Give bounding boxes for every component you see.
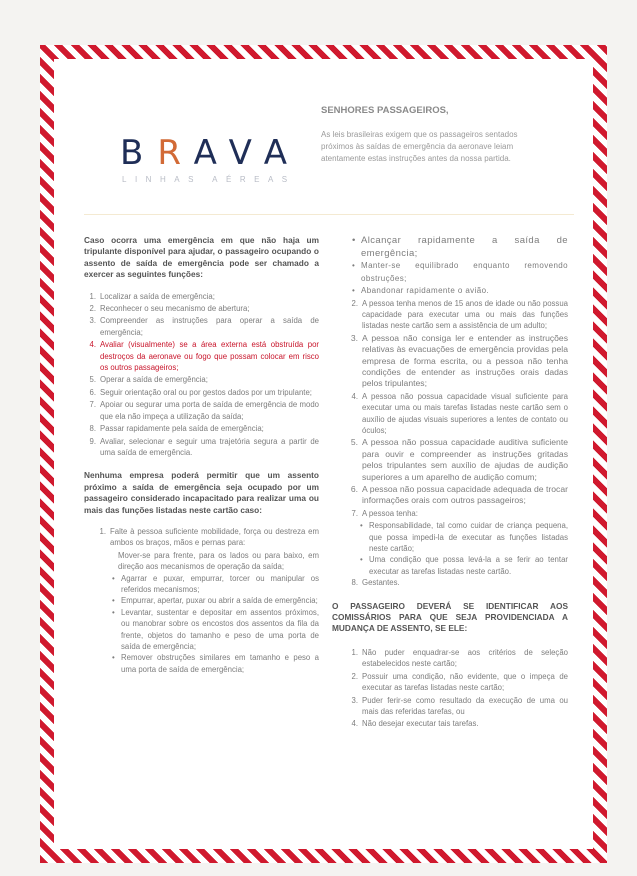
item-number: 1.: [89, 291, 96, 301]
brand-logo: [120, 133, 301, 184]
safety-card: [40, 45, 607, 863]
ability-item: [112, 652, 319, 675]
item-text: Falte à pessoa suficiente mobilidade, força ou destreza em ambos os braços, mãos e pernas para:: [110, 526, 319, 548]
restriction-item: [346, 298, 568, 332]
item-number: 2.: [351, 298, 358, 308]
ability-item: [352, 235, 568, 260]
header-title: SENHORES PASSAGEIROS,: [321, 105, 449, 116]
item-number: 5.: [89, 375, 96, 385]
item-text: Gestantes.: [362, 578, 400, 588]
ability-item: [352, 260, 568, 285]
responsibility-item: [360, 554, 568, 577]
item-text: Uma condição que possa levá-la a se ferir ao tentar executar as tarefas listadas neste cartão.: [369, 555, 568, 576]
divider: [84, 214, 574, 215]
item-text: Levantar, sustentar e depositar em assentos próximos, ou manobrar sobre os encostos dos assentos da fila da frente, objetos do tamanho e peso de uma porta de saída de emergência;: [121, 607, 319, 651]
function-item: [84, 315, 319, 338]
item-text: Apoiar ou segurar uma porta de saída de emergência de modo que ela não impeça a utilização da saída;: [100, 400, 319, 421]
seat-change-list: [332, 647, 568, 730]
bullet-icon: •: [112, 596, 115, 606]
item-text: Possuir uma condição, não evidente, que o impeça de executar as tarefas listadas neste cartão;: [362, 671, 568, 693]
restriction-item: [346, 437, 568, 483]
function-item: [84, 423, 319, 434]
function-item: [84, 291, 319, 302]
item-text: A pessoa tenha menos de 15 anos de idade ou não possua capacidade para executar uma ou mais das funções listadas neste cartão sem a assistência de um adulto;: [362, 298, 568, 331]
bullet-icon: •: [112, 653, 115, 663]
function-item: [84, 374, 319, 385]
item-text: Localizar a saída de emergência;: [100, 291, 215, 301]
seat-change-item: [346, 671, 568, 694]
item-number: 3.: [351, 695, 358, 705]
item-text: Passar rapidamente pela saída de emergência;: [100, 424, 264, 434]
item-number: 6.: [350, 484, 358, 494]
ability-list: [84, 573, 319, 676]
restriction-item: [332, 577, 568, 588]
bullet-icon: •: [352, 235, 356, 246]
brand-tagline: LINHAS AÉREAS: [122, 175, 296, 184]
restriction-item: [346, 484, 568, 507]
seat-change-item: [346, 647, 568, 670]
item-text: Reconhecer o seu mecanismo de abertura;: [100, 304, 250, 314]
item-text: Remover obstruções similares em tamanho e peso a uma porta de saída de emergência;: [121, 653, 319, 674]
item-number: 4.: [351, 391, 358, 401]
notice-heading: O PASSAGEIRO DEVERÁ SE IDENTIFICAR AOS COMISSÁRIOS PARA QUE SEJA PROVIDENCIADA A MUDANÇA DE ASSENTO, SE ELE:: [332, 600, 568, 634]
ability-item: [112, 573, 319, 596]
responsibility-item: [360, 520, 568, 554]
item-text: Agarrar e puxar, empurrar, torcer ou manipular os referidos mecanismos;: [121, 573, 319, 594]
brand-name: [120, 133, 301, 173]
ability-item: [112, 595, 319, 606]
item-text: Seguir orientação oral ou por gestos dados por um tripulante;: [100, 387, 312, 397]
ability-line: Mover-se para frente, para os lados ou para baixo, em direção aos mecanismos de operação da saída;: [118, 550, 319, 572]
item-number: 7.: [351, 508, 358, 518]
bullet-icon: •: [360, 555, 363, 565]
restriction-item: [346, 333, 568, 390]
item-text: Compreender as instruções para operar a saída de emergência;: [100, 316, 319, 337]
bullet-icon: •: [352, 286, 356, 295]
item-text: A pessoa não possua capacidade adequada de trocar informações orais com outros passageiros;: [362, 484, 568, 506]
left-column: [84, 235, 319, 675]
continued-ability-list: [332, 235, 568, 298]
card-content: [54, 59, 593, 849]
item-number: 2.: [351, 671, 358, 681]
item-number: 5.: [350, 437, 358, 448]
restriction-item: [84, 526, 319, 549]
function-item: [84, 436, 319, 459]
item-text: A pessoa não possua capacidade auditiva suficiente para ouvir e compreender as instruções gritadas pelos tripulantes sem auxílio de ajudas de audição superiores a um aparelho de audição comum;: [362, 437, 568, 482]
item-text: Avaliar (visualmente) se a área externa está obstruída por destroços da aeronave ou fogo que possam colocar em risco os outros passageiros;: [100, 340, 319, 373]
item-text: A pessoa não consiga ler e entender as instruções relativas às evacuações de emergência providas pela empresa de forma escrita, ou a pessoa não tenha condições de entender as instruções orais dadas pelos tripulantes;: [362, 332, 568, 389]
item-text: Responsabilidade, tal como cuidar de criança pequena, que possa impedi-la de executar as funções listadas neste cartão;: [369, 521, 568, 554]
intro-paragraph: Caso ocorra uma emergência em que não haja um tripulante disponível para ajudar, o passageiro ocupando o assento de saída de emergência pode ser chamado a exercer as seguintes funções:: [84, 235, 319, 280]
function-item: [84, 303, 319, 314]
seat-change-item: [346, 695, 568, 718]
item-number: 9.: [89, 436, 96, 446]
ability-item: [112, 607, 319, 653]
item-text: Empurrar, apertar, puxar ou abrir a saída de emergência;: [121, 596, 318, 606]
function-item-highlighted: [84, 339, 319, 373]
responsibility-list: [332, 520, 568, 577]
bullet-icon: •: [352, 261, 356, 270]
item-number: 7.: [89, 400, 96, 410]
item-number: 1.: [99, 526, 106, 536]
brand-letter: B: [120, 133, 158, 173]
item-number: 8.: [89, 424, 96, 434]
function-item: [84, 387, 319, 398]
item-text: A pessoa tenha:: [362, 508, 418, 518]
item-text: Manter-se equilibrado enquanto removendo obstruções;: [361, 261, 568, 283]
item-number: 4.: [89, 340, 96, 350]
item-number: 3.: [89, 316, 96, 326]
item-text: Abandonar rapidamente o avião.: [361, 286, 490, 295]
bullet-icon: •: [360, 521, 363, 531]
brand-letters: AVA: [193, 133, 302, 173]
item-number: 4.: [351, 719, 358, 729]
bullet-icon: •: [112, 573, 115, 583]
restriction-item: [346, 508, 568, 519]
policy-paragraph: Nenhuma empresa poderá permitir que um assento próximo a saída de emergência seja ocupado por um passageiro considerado incapacitado para realizar uma ou mais das funções listadas neste cartão caso:: [84, 470, 319, 515]
item-text: Não puder enquadrar-se aos critérios de seleção estabelecidos neste cartão;: [362, 647, 568, 669]
restriction-list: [332, 298, 568, 520]
brand-accent-letter: R: [157, 133, 194, 173]
right-column: [332, 235, 568, 731]
item-text: Operar a saída de emergência;: [100, 375, 208, 385]
item-number: 8.: [351, 578, 358, 588]
bullet-icon: •: [112, 607, 115, 617]
item-text: Puder ferir-se como resultado da execução de uma ou mais das referidas tarefas, ou: [362, 695, 568, 716]
item-text: Avaliar, selecionar e seguir uma trajetória segura a partir de uma saída de emergência.: [100, 436, 319, 457]
item-number: 2.: [89, 304, 96, 314]
item-number: 6.: [89, 387, 96, 397]
item-text: Não desejar executar tais tarefas.: [362, 719, 479, 729]
item-number: 3.: [350, 332, 358, 343]
seat-change-item: [346, 718, 568, 729]
item-text: Alcançar rapidamente a saída de emergência;: [361, 235, 568, 259]
functions-list: [84, 291, 319, 459]
item-number: 1.: [351, 647, 358, 657]
item-text: A pessoa não possua capacidade visual suficiente para executar uma ou mais tarefas listadas neste cartão sem o auxílio de ajudas visuais superiores a lentes de contato ou óculos;: [362, 391, 568, 435]
header-text: As leis brasileiras exigem que os passageiros sentados próximos às saídas de emergência da aeronave leiam atentamente estas instruções antes da nossa partida.: [321, 130, 518, 163]
function-item: [84, 399, 319, 422]
ability-item: [352, 285, 568, 298]
restriction-item: [346, 391, 568, 437]
